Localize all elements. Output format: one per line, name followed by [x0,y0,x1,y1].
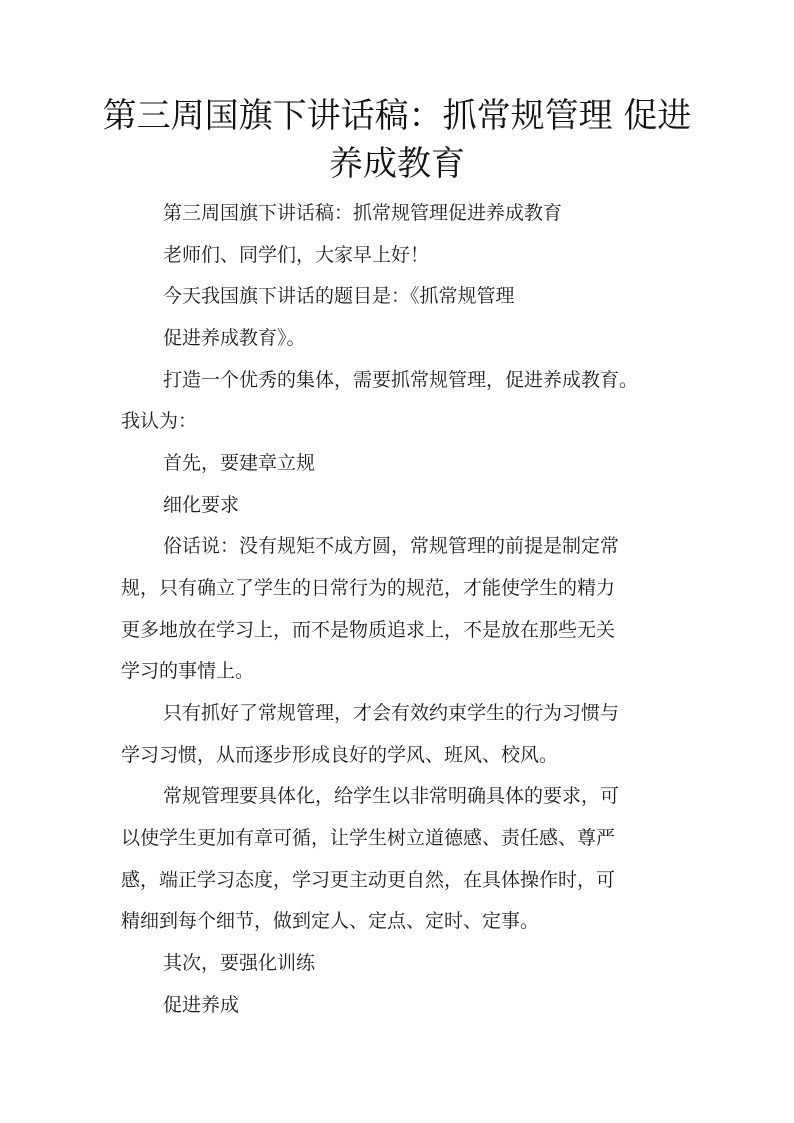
paragraph-line: 今天我国旗下讲话的题目是：《抓常规管理 [163,285,515,307]
paragraph-line: 打造一个优秀的集体，需要抓常规管理，促进养成教育。 [163,369,639,391]
paragraph-line: 促进养成教育》。 [163,327,306,349]
section-heading-line: 其次，要强化训练 [163,952,316,974]
title-line-1: 第三周国旗下讲话稿：抓常规管理 促进 [102,96,692,136]
paragraph-line: 第三周国旗下讲话稿：抓常规管理促进养成教育 [163,202,563,224]
paragraph-line: 只有抓好了常规管理，才会有效约束学生的行为习惯与 [163,702,620,724]
paragraph-line: 更多地放在学习上，而不是物质追求上，不是放在那些无关 [121,619,616,641]
paragraph-line: 以使学生更加有章可循，让学生树立道德感、责任感、尊严 [121,827,616,849]
paragraph-line: 老师们、同学们，大家早上好！ [163,244,430,266]
paragraph-line: 学习的事情上。 [121,660,255,682]
paragraph-line: 感，端正学习态度，学习更主动更自然，在具体操作时，可 [121,869,616,891]
title-line-2: 养成教育 [329,144,465,184]
paragraph-line: 常规管理要具体化，给学生以非常明确具体的要求，可 [163,785,620,807]
paragraph-line: 精细到每个细节，做到定人、定点、定时、定事。 [121,910,540,932]
section-heading-line: 首先，要建章立规 [163,452,316,474]
paragraph-line: 我认为： [121,410,198,432]
document-title [100,92,694,188]
paragraph-line: 规，只有确立了学生的日常行为的规范，才能使学生的精力 [121,577,616,599]
paragraph-line: 俗话说：没有规矩不成方圆，常规管理的前提是制定常 [163,535,620,557]
section-heading-line: 细化要求 [163,494,240,516]
section-heading-line: 促进养成 [163,994,240,1016]
paragraph-line: 学习习惯，从而逐步形成良好的学风、班风、校风。 [121,744,559,766]
